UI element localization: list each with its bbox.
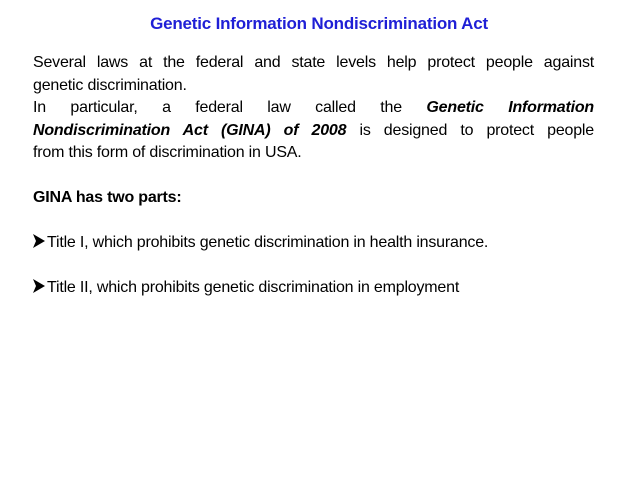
gina-paragraph-line-1 (33, 97, 594, 120)
slide-body (33, 52, 594, 300)
gina-suffix: is designed to protect people (346, 121, 594, 139)
gina-emphasis-1: Genetic Information (426, 99, 594, 116)
bullet-text: Title I, which prohibits genetic discrimination in health insurance. (47, 234, 489, 251)
arrow-bullet-icon (33, 277, 47, 300)
gina-emphasis-2: Nondiscrimination Act (GINA) of 2008 (33, 121, 347, 139)
gina-paragraph-line-2 (33, 120, 594, 143)
intro-line-2: genetic discrimination. (33, 76, 187, 94)
gina-paragraph-line-3: from this form of discrimination in USA. (33, 144, 302, 161)
bullet-text: Title II, which prohibits genetic discrimination in employment (47, 279, 460, 296)
spacer (33, 210, 594, 233)
intro-line-1: Several laws at the federal and state levels help protect people against (33, 54, 594, 71)
spacer (33, 165, 594, 188)
parts-heading: GINA has two parts: (33, 189, 182, 206)
bullet-title-2 (33, 277, 594, 300)
bullet-title-1 (33, 232, 594, 255)
slide-title: Genetic Information Nondiscrimination Act (150, 14, 488, 33)
spacer (33, 255, 594, 278)
arrow-bullet-icon (33, 232, 47, 255)
gina-prefix: In particular, a federal law called the (33, 99, 427, 116)
